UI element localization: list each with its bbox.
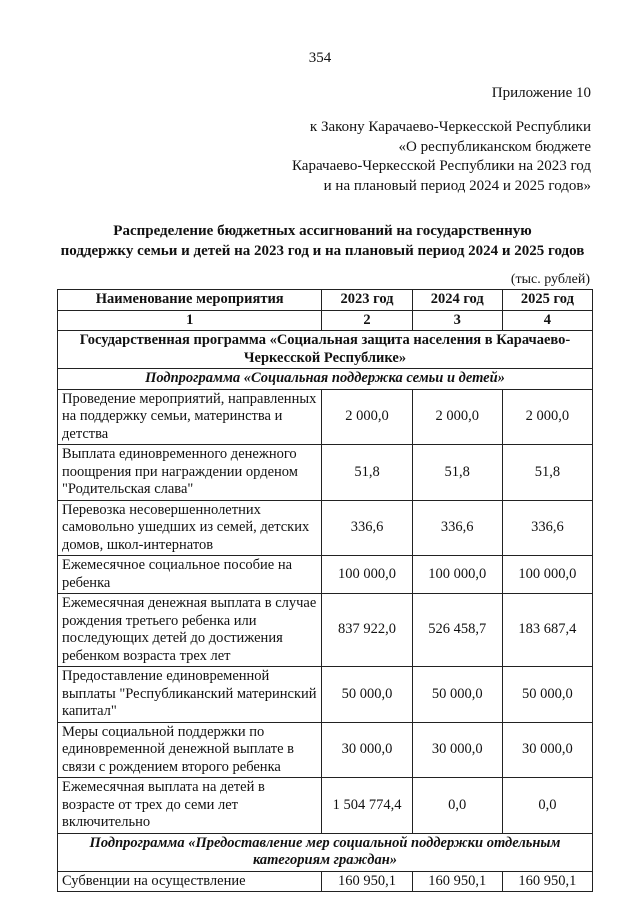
row-value-2023: 50 000,0 — [322, 667, 412, 723]
row-value-2025: 336,6 — [502, 500, 592, 556]
row-value-2024: 2 000,0 — [412, 389, 502, 445]
table-row — [58, 667, 593, 723]
row-value-2023: 30 000,0 — [322, 722, 412, 778]
program-row — [58, 331, 593, 369]
program-title: Государственная программа «Социальная защита населения в Карачаево-Черкесской Республике» — [58, 331, 593, 369]
subprogram-title: Подпрограмма «Социальная поддержка семьи и детей» — [58, 369, 593, 390]
row-name: Выплата единовременного денежного поощрения при награждении орденом "Родительская слава" — [58, 445, 322, 501]
row-value-2023: 160 950,1 — [322, 871, 412, 892]
row-value-2024: 50 000,0 — [412, 667, 502, 723]
row-value-2023: 837 922,0 — [322, 594, 412, 667]
law-reference — [292, 118, 591, 196]
units-label: (тыс. рублей) — [510, 272, 590, 287]
row-value-2024: 526 458,7 — [412, 594, 502, 667]
row-name: Перевозка несовершеннолетних самовольно ушедших из семей, детских домов, школ-интернатов — [58, 500, 322, 556]
law-line: и на плановый период 2024 и 2025 годов» — [323, 177, 591, 194]
row-value-2025: 100 000,0 — [502, 556, 592, 594]
row-value-2025: 50 000,0 — [502, 667, 592, 723]
table-header-row — [58, 290, 593, 311]
row-value-2025: 2 000,0 — [502, 389, 592, 445]
subprogram-row — [58, 833, 593, 871]
table-index-row — [58, 310, 593, 331]
row-value-2025: 160 950,1 — [502, 871, 592, 892]
column-header-2025: 2025 год — [502, 290, 592, 311]
row-value-2024: 51,8 — [412, 445, 502, 501]
table-row — [58, 445, 593, 501]
column-index: 1 — [58, 310, 322, 331]
row-value-2023: 2 000,0 — [322, 389, 412, 445]
row-value-2024: 0,0 — [412, 778, 502, 834]
column-header-2024: 2024 год — [412, 290, 502, 311]
table-row — [58, 389, 593, 445]
table-row — [58, 594, 593, 667]
law-line: «О республиканском бюджете — [398, 138, 591, 155]
document-title — [55, 222, 590, 261]
row-value-2023: 100 000,0 — [322, 556, 412, 594]
row-name: Ежемесячная денежная выплата в случае рождения третьего ребенка или последующих детей до достижения ребенком возраста трех лет — [58, 594, 322, 667]
table-row — [58, 871, 593, 892]
table-row — [58, 556, 593, 594]
title-line: поддержку семьи и детей на 2023 год и на плановый период 2024 и 2025 годов — [60, 242, 585, 259]
row-value-2025: 183 687,4 — [502, 594, 592, 667]
row-value-2023: 51,8 — [322, 445, 412, 501]
row-name: Ежемесячное социальное пособие на ребенка — [58, 556, 322, 594]
row-value-2023: 336,6 — [322, 500, 412, 556]
row-value-2023: 1 504 774,4 — [322, 778, 412, 834]
budget-table — [57, 289, 593, 892]
table-row — [58, 778, 593, 834]
table-row — [58, 500, 593, 556]
column-header-2023: 2023 год — [322, 290, 412, 311]
row-name: Меры социальной поддержки по единовременной денежной выплате в связи с рождением второго ребенка — [58, 722, 322, 778]
row-value-2025: 30 000,0 — [502, 722, 592, 778]
row-value-2024: 336,6 — [412, 500, 502, 556]
row-name: Субвенции на осуществление — [58, 871, 322, 892]
column-index: 3 — [412, 310, 502, 331]
row-name: Предоставление единовременной выплаты "Республиканский материнский капитал" — [58, 667, 322, 723]
subprogram-row — [58, 369, 593, 390]
row-value-2024: 100 000,0 — [412, 556, 502, 594]
page-number: 354 — [308, 50, 332, 66]
row-name: Проведение мероприятий, направленных на поддержку семьи, материнства и детства — [58, 389, 322, 445]
column-index: 4 — [502, 310, 592, 331]
column-header-name: Наименование мероприятия — [58, 290, 322, 311]
row-name: Ежемесячная выплата на детей в возрасте от трех до семи лет включительно — [58, 778, 322, 834]
law-line: к Закону Карачаево-Черкесской Республики — [309, 119, 591, 135]
row-value-2025: 0,0 — [502, 778, 592, 834]
subprogram-title: Подпрограмма «Предоставление мер социальной поддержки отдельным категориям граждан» — [58, 833, 593, 871]
column-index: 2 — [322, 310, 412, 331]
table-row — [58, 722, 593, 778]
row-value-2024: 30 000,0 — [412, 722, 502, 778]
appendix-label: Приложение 10 — [491, 85, 591, 101]
row-value-2024: 160 950,1 — [412, 871, 502, 892]
law-line: Карачаево-Черкесской Республики на 2023 год — [292, 158, 591, 174]
title-line: Распределение бюджетных ассигнований на государственную — [113, 223, 532, 239]
row-value-2025: 51,8 — [502, 445, 592, 501]
